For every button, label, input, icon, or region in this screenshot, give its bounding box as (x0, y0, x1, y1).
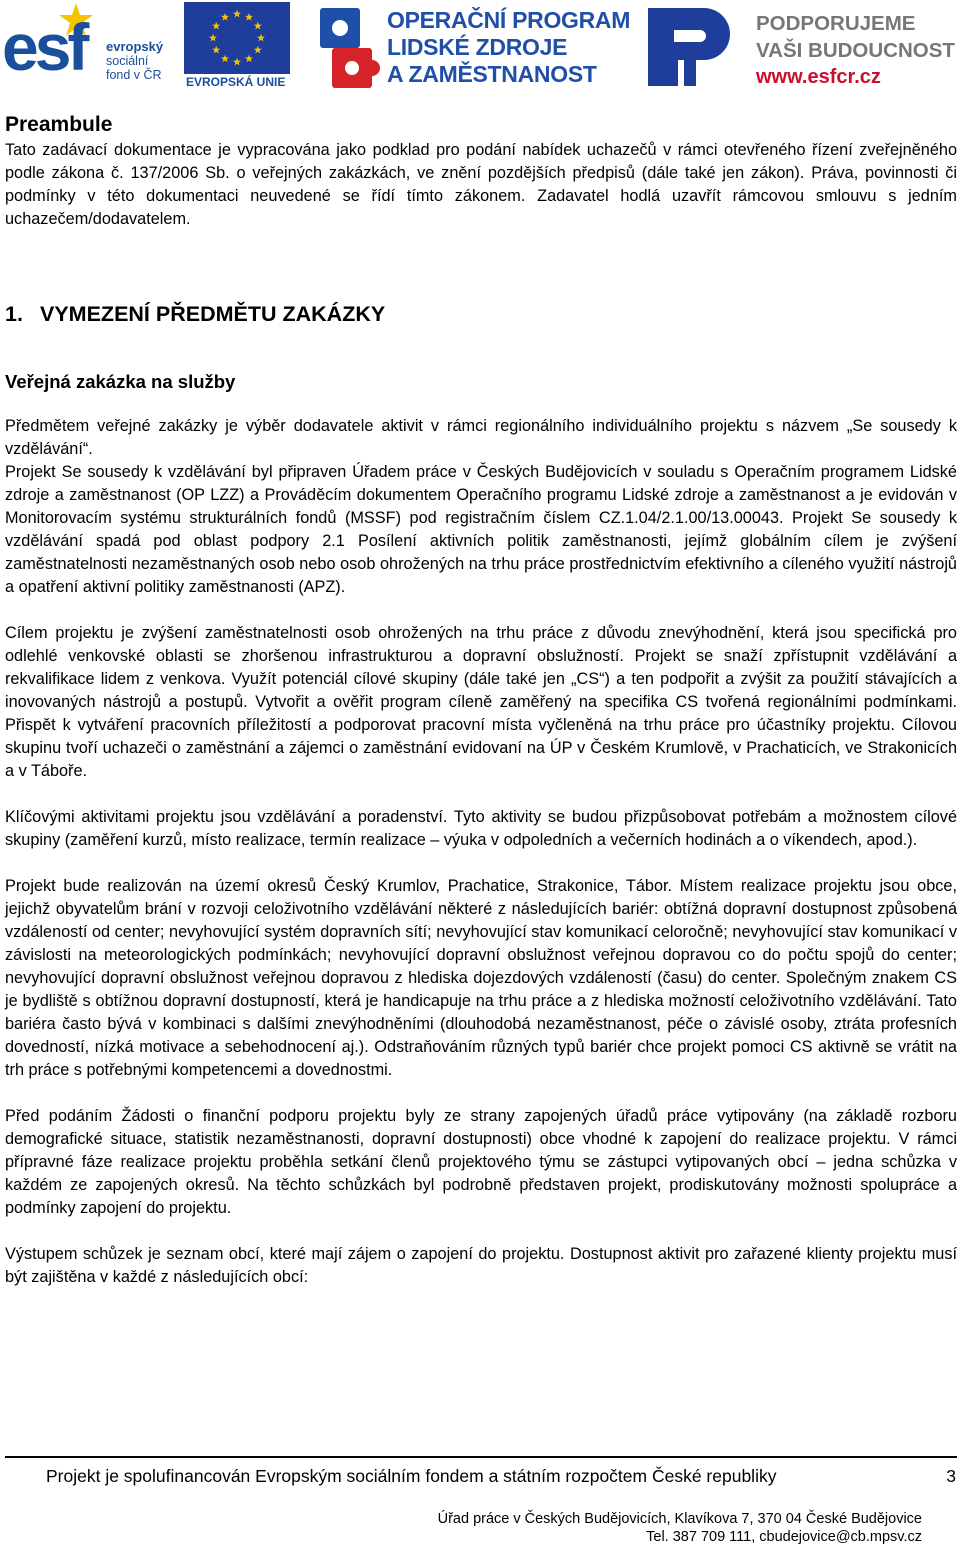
op-line3: A ZAMĚSTNANOST (387, 61, 597, 87)
paragraph-spacer (5, 1220, 957, 1243)
esf-caption (106, 40, 163, 82)
paragraph: Před podáním Žádosti o finanční podporu projektu byly ze strany zapojených úřadů práce vytipovány (na základě rozboru demografické situace, statistik nezaměstnanosti, dopravní dostupnosti) obce vhodné k zapojení do realizace projektu. V rámci přípravné fáze realizace projektu proběhla setkání členů projektového týmu se zástupci vytipovaných obcí – jedna schůzka v každém ze zapojených okresů. Na těchto schůzkách byl podrobně představen projekt, prodiskutovány možnosti spolupráce a podmínky zapojení do projektu. (5, 1107, 957, 1217)
section-title: VYMEZENÍ PŘEDMĚTU ZAKÁZKY (40, 302, 386, 326)
preamble-heading: Preambule (5, 113, 113, 136)
footer-address (438, 1510, 922, 1546)
eu-flag-icon (184, 2, 290, 74)
footer-cofinancing (46, 1465, 958, 1487)
paragraph: Projekt Se sousedy k vzdělávání byl připraven Úřadem práce v Českých Budějovicích v souladu s Operačním programem Lidské zdroje a zaměstnanost (OP LZZ) a Prováděcím dokumentem Operačního programu Lidské zdroje a zaměstnanost a je evidován v Monitorovacím systému strukturálních fondů (MSSF) pod registračním číslem CZ.1.04/2.1.00/13.00043. Projekt Se sousedy k vzdělávání spadá pod oblast podpory 2.1 Posílení aktivních politik zaměstnanosti, jejímž globálním cílem je zvýšení zaměstnatelnosti nezaměstnaných osob nebo osob ohrožených na trhu práce prostřednictvím efektivního a cíleného využití nástrojů a opatření aktivní politiky zaměstnanosti (APZ). (5, 463, 957, 596)
paragraph: Předmětem veřejné zakázky je výběr dodavatele aktivit v rámci regionálního individuálního projektu s názvem „Se sousedy k vzdělávání“. (5, 417, 957, 458)
puzzle-figure-icon (318, 4, 382, 90)
paragraph: Projekt bude realizován na území okresů Český Krumlov, Prachatice, Strakonice, Tábor. Místem realizace projektu jsou obce, jejichž obyvatelům brání v rozvoji celoživotního vzdělávání některé z následujících bariér: obtížná dopravní dostupnost způsobená vzdáleností od center; nevyhovující systém dopravních sítí; nevyhovující stav komunikací celoročně; nevyhovující stav komunikací v závislosti na meteorologických podmínkách; nevyhovující dopravní obslužnost veřejnou dopravou co do počtu spojů do center; nevyhovující dopravní obslužnost veřejnou dopravou z hlediska dojezdových vzdáleností (času) do center. Společným znakem CS je bydliště s obtížnou dopravní dostupností, která je handicapuje na trhu práce a z hlediska možností celoživotního vzdělávání. Tato bariéra často bývá v kombinaci s dalšími znevýhodněními (dlouhodobá nezaměstnanost, péče o závislé osoby, ztráta profesních dovedností, nízká motivace a sebehodnocení aj.). Odstraňováním různých typů bariér chce projekt pomoci CS aktivně se vrátit na trh práce s potřebnými kompetencemi a dovednostmi. (5, 877, 957, 1079)
esfcr-logo (644, 2, 958, 90)
paragraph: Cílem projektu je zvýšení zaměstnatelnosti osob ohrožených na trhu práce z důvodu znevýhodnění, která jsou specifická pro odlehlé venkovské oblasti se zhoršenou infrastrukturou a dopravní obslužností. Projekt se snaží zpřístupnit vzdělávání a rekvalifikace lidem z venkova. Využít potenciál cílové skupiny (dále také jen „CS“) a ten podpořit a zvýšit za použití stávajících a inovovaných nástrojů a postupů. Vytvořit a ověřit program cíleně zaměřený na specifika CS tvořená regionálními podmínkami. Přispět k vytváření pracovních příležitostí a podporovat pracovní místa vyčleněná na trhu práce pro účastníky projektu. Cílovou skupinu tvoří uchazeči o zaměstnání a zájemci o zaměstnání evidovaní na ÚP v Českém Krumlově, v Prachaticích, ve Strakonicích a v Táboře. (5, 624, 957, 780)
paragraph-spacer (5, 599, 957, 622)
esf-logo (2, 2, 180, 90)
header-logos (0, 0, 960, 92)
section-subheading: Veřejná zakázka na služby (5, 371, 236, 392)
section-number: 1. (5, 302, 23, 326)
esf-letters: esf (2, 10, 86, 84)
paragraph-spacer (5, 852, 957, 875)
esfcr-url: www.esfcr.cz (756, 66, 881, 88)
esf-caption-line1: evropský (106, 39, 164, 54)
paragraph-spacer (5, 1082, 957, 1105)
preamble-text: Tato zadávací dokumentace je vypracována jako podklad pro podání nabídek uchazečů v rámci otevřeného řízení zveřejněného podle zákona č. 137/2006 Sb. o veřejných zakázkách, ve znění pozdějších předpisů (dále také jen zákon). Práva, povinnosti či podmínky v této dokumentaci neuvedené se řídí tímto zákonem. Zadavatel hodlá uzavřít rámcovou smlouvu s jedním uchazečem/dodavatelem. (5, 141, 957, 228)
op-lzz-title (387, 7, 630, 88)
esfcr-mark-icon (644, 2, 738, 88)
footer-address-line1: Úřad práce v Českých Budějovicích, Klavíkova 7, 370 04 České Budějovice (437, 1511, 922, 1527)
eu-logo (184, 2, 290, 90)
paragraph: Výstupem schůzek je seznam obcí, které mají zájem o zapojení do projektu. Dostupnost aktivit pro zařazené klienty projektu musí být zajištěna v každé z následujících obcí: (5, 1245, 957, 1286)
esfcr-slogan (756, 10, 955, 91)
op-line1: OPERAČNÍ PROGRAM (387, 7, 631, 33)
op-line2: LIDSKÉ ZDROJE (387, 34, 568, 60)
footer-cofinancing-text: Projekt je spolufinancován Evropským sociálním fondem a státním rozpočtem České republiky (46, 1466, 777, 1486)
section-heading (5, 300, 957, 328)
footer-address-line2: Tel. 387 709 111, cbudejovice@cb.mpsv.cz (646, 1529, 922, 1545)
footer-divider (5, 1456, 957, 1458)
page-number: 3 (946, 1466, 956, 1486)
paragraph: Klíčovými aktivitami projektu jsou vzdělávání a poradenství. Tyto aktivity se budou přizpůsobovat potřebám a možnostem cílové skupiny (zaměření kurzů, místo realizace, termín realizace – výuka v odpoledních a večerních hodinách a o víkendech, apod.). (5, 808, 957, 849)
esf-caption-line3: fond v ČR (106, 68, 162, 82)
document-body (5, 111, 957, 1289)
esfcr-line1: PODPORUJEME (756, 12, 916, 35)
esf-caption-line2: sociální (106, 54, 149, 68)
paragraph-spacer (5, 783, 957, 806)
op-lzz-logo (318, 4, 631, 90)
eu-label: EVROPSKÁ UNIE (186, 75, 286, 89)
esfcr-line2: VAŠI BUDOUCNOST (756, 39, 955, 62)
